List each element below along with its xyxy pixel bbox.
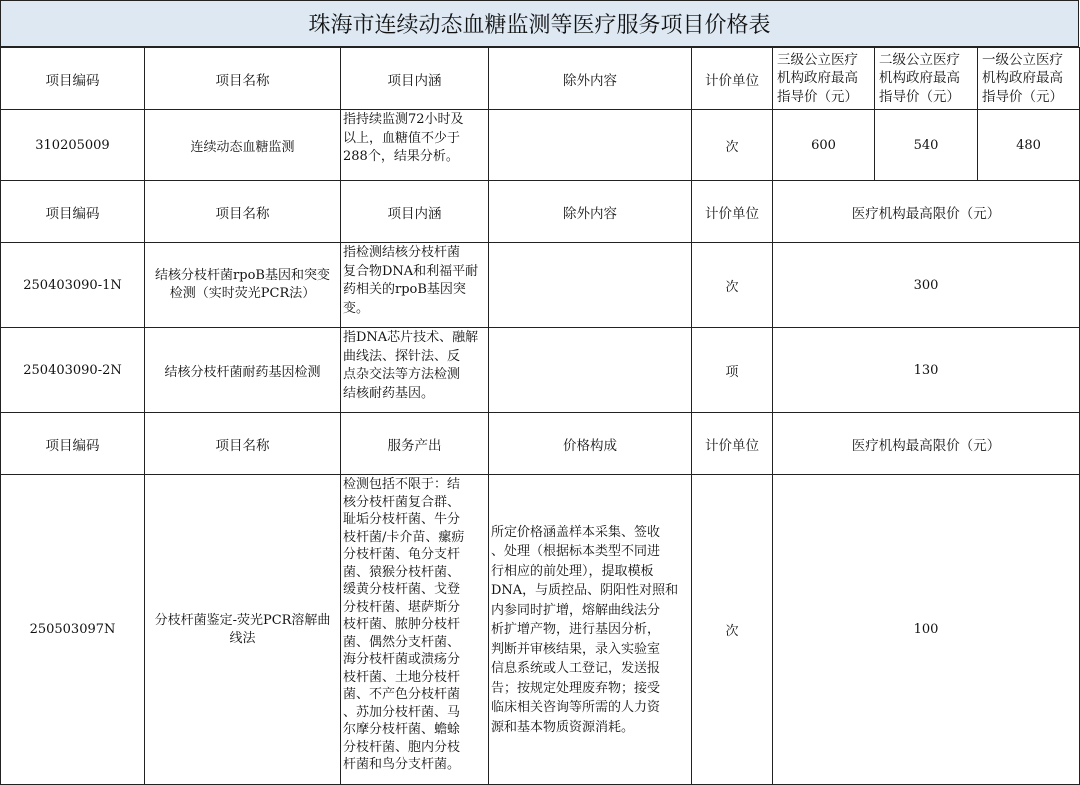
row-unit: 次 <box>692 110 773 181</box>
row-name: 结核分枝杆菌耐药基因检测 <box>145 328 341 413</box>
row-code: 250403090-2N <box>1 328 145 413</box>
header-content: 项目内涵 <box>341 181 489 243</box>
page-title: 珠海市连续动态血糖监测等医疗服务项目价格表 <box>0 0 1079 47</box>
section1-header-row <box>1 48 1080 110</box>
header-name: 项目名称 <box>145 48 341 110</box>
row-code: 250503097N <box>1 475 145 785</box>
row-unit: 次 <box>692 243 773 328</box>
row-name: 分枝杆菌鉴定-荧光PCR溶解曲 线法 <box>145 475 341 785</box>
row-content: 指持续监测72小时及 以上，血糖值不少于 288个，结果分析。 <box>341 110 489 181</box>
header-unit: 计价单位 <box>692 413 773 475</box>
header-output: 服务产出 <box>341 413 489 475</box>
section3-header-row <box>1 413 1080 475</box>
row-tier1-price: 480 <box>978 110 1080 181</box>
row-unit: 次 <box>692 475 773 785</box>
row-content: 指检测结核分枝杆菌 复合物DNA和利福平耐 药相关的rpoB基因突 变。 <box>341 243 489 328</box>
row-code: 310205009 <box>1 110 145 181</box>
header-name: 项目名称 <box>145 181 341 243</box>
row-exclusion <box>489 328 692 413</box>
header-unit: 计价单位 <box>692 48 773 110</box>
row-exclusion <box>489 243 692 328</box>
header-max-price: 医疗机构最高限价（元） <box>773 413 1080 475</box>
row-exclusion <box>489 110 692 181</box>
header-content: 项目内涵 <box>341 48 489 110</box>
table-row <box>1 328 1080 413</box>
header-code: 项目编码 <box>1 181 145 243</box>
row-unit: 项 <box>692 328 773 413</box>
header-code: 项目编码 <box>1 413 145 475</box>
header-tier3-price: 三级公立医疗 机构政府最高 指导价（元） <box>773 48 875 110</box>
header-exclusion: 除外内容 <box>489 181 692 243</box>
row-content: 指DNA芯片技术、融解 曲线法、探针法、反 点杂交法等方法检测 结核耐药基因。 <box>341 328 489 413</box>
header-name: 项目名称 <box>145 413 341 475</box>
header-tier2-price: 二级公立医疗 机构政府最高 指导价（元） <box>875 48 978 110</box>
row-max-price: 300 <box>773 243 1080 328</box>
table-row <box>1 110 1080 181</box>
header-exclusion: 除外内容 <box>489 48 692 110</box>
header-composition: 价格构成 <box>489 413 692 475</box>
row-tier2-price: 540 <box>875 110 978 181</box>
table-row <box>1 475 1080 785</box>
row-max-price: 130 <box>773 328 1080 413</box>
header-tier1-price: 一级公立医疗 机构政府最高 指导价（元） <box>978 48 1080 110</box>
row-name: 结核分枝杆菌rpoB基因和突变 检测（实时荧光PCR法） <box>145 243 341 328</box>
table-row <box>1 243 1080 328</box>
row-max-price: 100 <box>773 475 1080 785</box>
header-unit: 计价单位 <box>692 181 773 243</box>
row-code: 250403090-1N <box>1 243 145 328</box>
row-output: 检测包括不限于：结 核分枝杆菌复合群、 耻垢分枝杆菌、牛分 枝杆菌/卡介苗、瘰疬 分枝杆菌、龟分支杆 菌、猿猴分枝杆菌、 缓黄分枝杆菌、戈登 分枝杆菌、堪萨斯分 枝杆菌、脓肿分枝杆 菌、偶然分支杆菌、 海分枝杆菌或溃疡分 枝杆菌、土地分枝杆 菌、不产色分枝杆菌 、苏加分枝杆菌、马 尔摩分枝杆菌、蟾蜍 分枝杆菌、胞内分枝 杆菌和鸟分支杆菌。 <box>341 475 489 785</box>
section2-header-row <box>1 181 1080 243</box>
price-table <box>0 47 1080 785</box>
row-composition: 所定价格涵盖样本采集、签收 、处理（根据标本类型不同进 行相应的前处理），提取模板 DNA，与质控品、阴阳性对照和 内参同时扩增，熔解曲线法分 析扩增产物，进行基因分析， 判断并审核结果，录入实验室 信息系统或人工登记，发送报 告；按规定处理废弃物；接受 临床相关咨询等所需的人力资 源和基本物质资源消耗。 <box>489 475 692 785</box>
row-tier3-price: 600 <box>773 110 875 181</box>
header-max-price: 医疗机构最高限价（元） <box>773 181 1080 243</box>
header-code: 项目编码 <box>1 48 145 110</box>
row-name: 连续动态血糖监测 <box>145 110 341 181</box>
